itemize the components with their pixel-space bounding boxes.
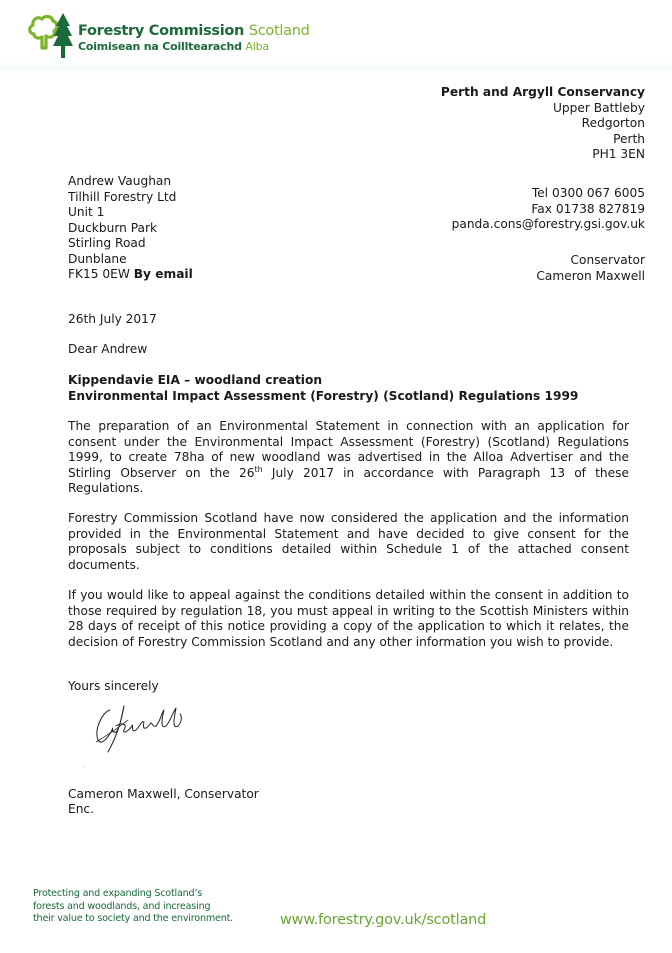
paragraph-consent: Forestry Commission Scotland have now considered the application and the information provided in the Environmental Statement and have decided to give consent for the proposals subject to conditions detailed within Schedule 1 of the attached consent documents. (68, 511, 629, 572)
recipient-address-line: Dunblane (68, 251, 127, 266)
recipient-postcode: FK15 0EW (68, 267, 130, 281)
letter-date: 26th July 2017 (68, 312, 157, 326)
delivery-method: By email (133, 267, 193, 281)
paragraph-text: July 2017 in accordance with Paragraph 13 of these Regulations. (68, 465, 629, 495)
sender-address-line: Upper Battleby (553, 100, 645, 115)
tagline-line: forests and woodlands, and increasing (33, 900, 211, 912)
sender-tel: Tel 0300 067 6005 (531, 186, 645, 200)
salutation: Dear Andrew (68, 342, 148, 356)
tagline-line: their value to society and the environment. (33, 913, 233, 924)
gaelic-name-text: Coimisean na Coilltearachd (78, 40, 242, 53)
footer-tagline (33, 888, 233, 926)
letterhead-logo-text (78, 23, 310, 54)
paragraph-text: The preparation of an Environmental Statement in connection with an application for consent under the Environmental Impact Assessment (Forestry) (Scotland) Regulations 1999, to create 78ha of new woodland was advertised in the Alloa Advertiser and the Stirling Observer on the 26 (68, 419, 629, 480)
org-region-text: Scotland (248, 23, 310, 39)
recipient-name: Andrew Vaughan (68, 174, 172, 188)
stray-mark: ' (83, 765, 85, 772)
footer-website-link[interactable]: www.forestry.gov.uk/scotland (280, 912, 487, 928)
org-name (78, 23, 310, 40)
sender-address-line: Redgorton (581, 116, 645, 130)
conservator-role: Conservator (570, 253, 645, 267)
recipient-company: Tilhill Forestry Ltd (68, 189, 177, 204)
ordinal-suffix: th (254, 464, 263, 474)
signature-icon (88, 700, 208, 760)
sender-address-line: Perth (613, 131, 645, 146)
recipient-postcode-line (68, 267, 193, 283)
tagline-line: Protecting and expanding Scotland’s (33, 888, 203, 899)
recipient-address-line: Unit 1 (68, 205, 105, 219)
sender-fax: Fax 01738 827819 (531, 201, 645, 216)
sender-address (441, 85, 645, 163)
org-name-text: Forestry Commission (78, 23, 245, 39)
sender-contact (452, 186, 645, 233)
tree-logo-icon (26, 12, 78, 60)
recipient-address (68, 174, 193, 283)
gaelic-name (78, 40, 310, 54)
subject-line-1: Kippendavie EIA – woodland creation (68, 373, 323, 387)
enclosure-note: Enc. (68, 802, 94, 816)
signer-name: Cameron Maxwell, Conservator (68, 787, 259, 801)
subject-line-2: Environmental Impact Assessment (Forestry) (Scotland) Regulations 1999 (68, 388, 579, 403)
recipient-address-line: Stirling Road (68, 236, 146, 250)
paragraph-appeal: If you would like to appeal against the conditions detailed within the consent in addition to those required by regulation 18, you must appeal in writing to the Scottish Ministers within 28 days of receipt of this notice providing a copy of the application to which it relates, the decision of Forestry Commission Scotland and any other information you wish to provide. (68, 588, 629, 649)
letter-subject (68, 373, 578, 404)
recipient-address-line: Duckburn Park (68, 220, 158, 235)
gaelic-region-text: Alba (245, 40, 269, 53)
paragraph-advertisement (68, 419, 629, 497)
sender-postcode: PH1 3EN (592, 147, 645, 161)
sender-office: Perth and Argyll Conservancy (440, 85, 645, 99)
sender-conservator (536, 253, 645, 284)
conservator-name: Cameron Maxwell (536, 268, 645, 283)
sender-email[interactable]: panda.cons@forestry.gsi.gov.uk (451, 217, 645, 231)
signoff: Yours sincerely (68, 679, 159, 693)
